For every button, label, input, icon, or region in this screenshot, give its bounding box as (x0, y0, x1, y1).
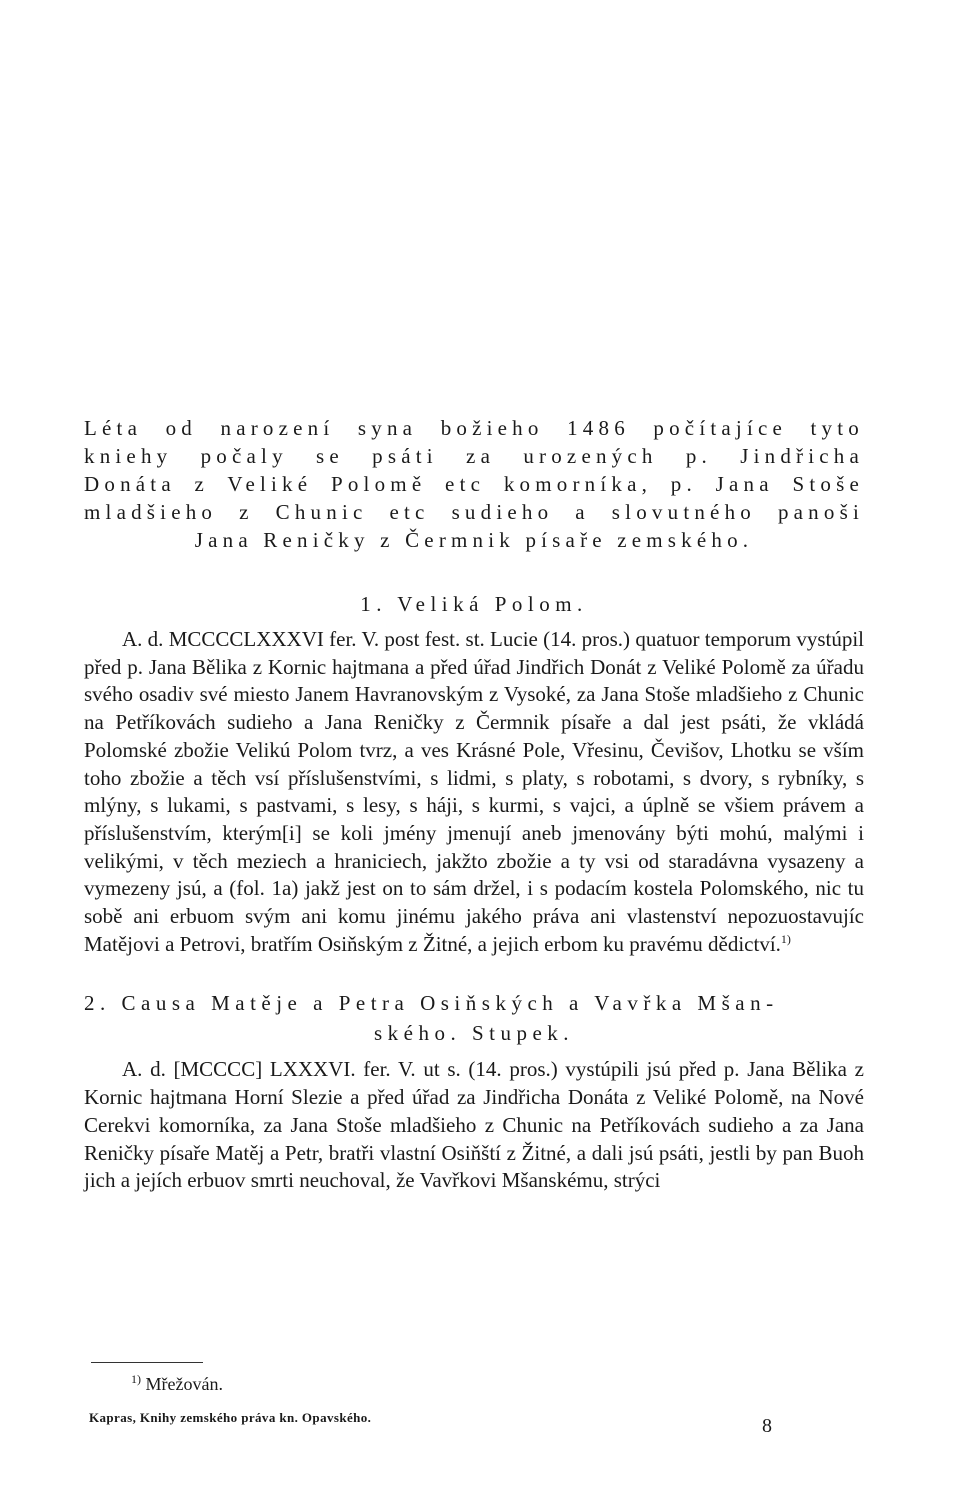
section-2-text (84, 1056, 864, 1195)
footnote-divider (91, 1362, 203, 1363)
section-2-heading-line2: ského. Stupek. (373, 1021, 575, 1046)
section-2-heading (84, 988, 864, 1048)
section-1-text (84, 626, 864, 958)
page-body (84, 414, 864, 1195)
section-1-heading: 1. Veliká Polom. (360, 592, 588, 616)
footnote (131, 1374, 223, 1395)
footnote-marker: 1) (131, 1372, 141, 1386)
intro-line: Donáta z Veliké Polomě etc komorníka, p. Jana Stoše (84, 472, 864, 496)
section-2-heading-line1: 2. Causa Matěje a Petra Osiňských a Vavřka Mšan- (84, 991, 779, 1016)
footnote-reference: 1) (780, 931, 791, 946)
section-2-body: A. d. [MCCCC] LXXXVI. fer. V. ut s. (14. pros.) vystúpili jsú před p. Jana Bělika z Kornic hajtmana Horní Slezie a před úřad za Jindřicha Donáta z Veliké Polomě, na Nové Cerekvi komorníka, za Jana Stoše mladšieho z Chunic na Petříkovách sudieho a za Jana Reničky písaře Matěj a Petr, bratři vlastní Osiňští z Žitné, a dali jsú psáti, jestli by pan Buoh jich a jejích erbuov smrti neuchoval, že Vavřkovi Mšanskému, strýci (84, 1057, 864, 1193)
section-1-body: A. d. MCCCCLXXXVI fer. V. post fest. st. Lucie (14. pros.) quatuor temporum vystúpil před p. Jana Bělika z Kornic hajtmana a před úřad Jindřich Donát z Veliké Polomě za úřadu svého osadiv své miesto Janem Havranovským z Vysoké, za Jana Stoše mladšieho z Chunic na Petříkovách sudieho a Jana Reničky z Čermnik písaře a dal jest psáti, že vkládá Polomské zbožie Velikú Polom tvrz, a ves Krásné Pole, Vřesinu, Čevišov, Lhotku se vším toho zbožie a těch vsí příslušenstvími, s lidmi, s platy, s robotami, s dvory, s rybníky, s mlýny, s lukami, s pastvami, s lesy, s háji, s kurmi, s vajci, a úplně se všiem právem a příslušenstvím, kterým[i] se koli jmény jmenují aneb jmenovány býti mohú, malými i velikými, v těch meziech a hraniciech, jakžto zbožie a ty vsi od staradávna vysazeny a vymezeny jsú, a (fol. 1a) jakž jest on to sám držel, i s podacím kostela Polomského, nic tu sobě ani erbuom svým ani komu jinému jakého práva ani vlastenství nepozuostavujíc Matějovi a Petrovi, bratřím Osiňským z Žitné, a jejich erbom ku pravému dědictví. (84, 627, 864, 956)
intro-line: kniehy počaly se psáti za urozených p. Jindřicha (84, 444, 864, 468)
intro-line: Léta od narození syna božieho 1486 počítajíce tyto (84, 416, 864, 440)
footnote-text: Mřežován. (145, 1374, 223, 1394)
intro-line: mladšieho z Chunic etc sudieho a slovutného panoši (84, 500, 864, 524)
intro-line: Jana Reničky z Čermnik písaře zemského. (194, 528, 754, 552)
page-number: 8 (762, 1415, 772, 1437)
intro-paragraph (84, 414, 864, 554)
source-citation: Kapras, Knihy zemského práva kn. Opavského. (89, 1410, 372, 1425)
